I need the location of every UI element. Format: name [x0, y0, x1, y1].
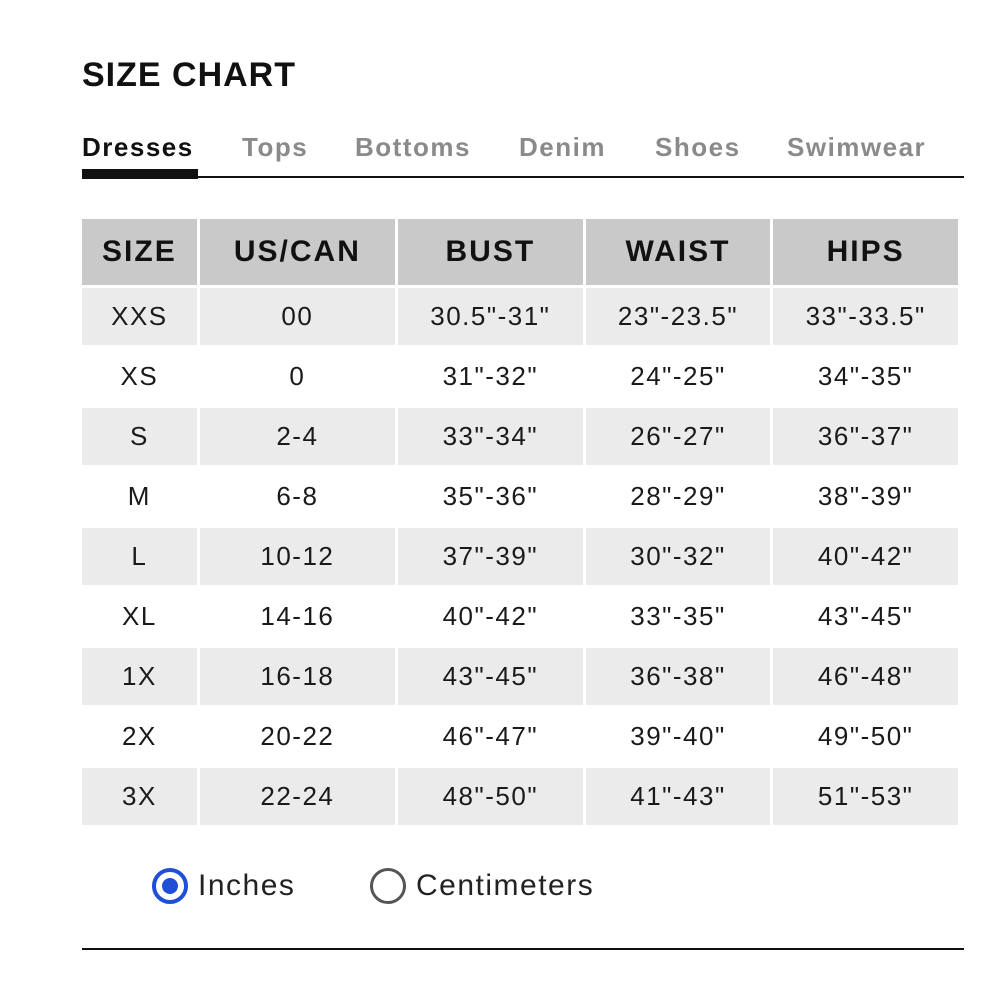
- table-cell: 51"-53": [773, 768, 958, 825]
- table-cell: 48"-50": [398, 768, 583, 825]
- bottom-divider: [82, 948, 964, 950]
- table-cell: 2X: [82, 708, 197, 765]
- table-cell: 41"-43": [586, 768, 771, 825]
- table-cell: 16-18: [200, 648, 395, 705]
- table-cell: L: [82, 528, 197, 585]
- unit-option-inches[interactable]: [152, 864, 295, 908]
- table-cell: 28"-29": [586, 468, 771, 525]
- table-row: [82, 708, 958, 765]
- size-table: [79, 216, 961, 828]
- table-cell: XL: [82, 588, 197, 645]
- radio-unselected-icon[interactable]: [370, 868, 406, 904]
- table-cell: M: [82, 468, 197, 525]
- unit-option-centimeters[interactable]: [370, 864, 594, 908]
- column-header-waist: WAIST: [586, 219, 771, 285]
- column-header-hips: HIPS: [773, 219, 958, 285]
- table-row: [82, 408, 958, 465]
- table-header-row: [82, 219, 958, 285]
- table-cell: 22-24: [200, 768, 395, 825]
- table-cell: 33"-34": [398, 408, 583, 465]
- table-cell: 49"-50": [773, 708, 958, 765]
- table-cell: 33"-35": [586, 588, 771, 645]
- table-cell: S: [82, 408, 197, 465]
- column-header-bust: BUST: [398, 219, 583, 285]
- unit-label-centimeters: Centimeters: [416, 869, 595, 902]
- table-cell: 24"-25": [586, 348, 771, 405]
- table-cell: 31"-32": [398, 348, 583, 405]
- table-cell: 43"-45": [398, 648, 583, 705]
- active-tab-indicator: [82, 169, 198, 179]
- table-cell: 46"-47": [398, 708, 583, 765]
- table-cell: 1X: [82, 648, 197, 705]
- table-cell: 10-12: [200, 528, 395, 585]
- table-cell: 43"-45": [773, 588, 958, 645]
- column-header-us-can: US/CAN: [200, 219, 395, 285]
- table-row: [82, 588, 958, 645]
- table-row: [82, 648, 958, 705]
- table-cell: 38"-39": [773, 468, 958, 525]
- category-tabs: [82, 128, 964, 178]
- tab-bottoms[interactable]: Bottoms: [355, 132, 471, 162]
- table-cell: 23"-23.5": [586, 288, 771, 345]
- table-cell: 0: [200, 348, 395, 405]
- tab-denim[interactable]: Denim: [519, 132, 606, 162]
- table-cell: 00: [200, 288, 395, 345]
- table-row: [82, 528, 958, 585]
- radio-selected-icon[interactable]: [152, 868, 188, 904]
- table-row: [82, 768, 958, 825]
- tab-swimwear[interactable]: Swimwear: [787, 132, 927, 162]
- table-cell: 40"-42": [398, 588, 583, 645]
- table-cell: 37"-39": [398, 528, 583, 585]
- table-cell: 30"-32": [586, 528, 771, 585]
- table-cell: 3X: [82, 768, 197, 825]
- table-cell: 30.5"-31": [398, 288, 583, 345]
- table-cell: 33"-33.5": [773, 288, 958, 345]
- table-cell: 26"-27": [586, 408, 771, 465]
- table-cell: 14-16: [200, 588, 395, 645]
- table-cell: XXS: [82, 288, 197, 345]
- table-cell: 20-22: [200, 708, 395, 765]
- table-row: [82, 348, 958, 405]
- page-title: SIZE CHART: [82, 56, 296, 94]
- table-cell: 46"-48": [773, 648, 958, 705]
- table-cell: 39"-40": [586, 708, 771, 765]
- table-cell: 34"-35": [773, 348, 958, 405]
- column-header-size: SIZE: [82, 219, 197, 285]
- table-cell: 36"-38": [586, 648, 771, 705]
- tab-shoes[interactable]: Shoes: [655, 132, 741, 162]
- table-row: [82, 468, 958, 525]
- table-cell: XS: [82, 348, 197, 405]
- table-cell: 35"-36": [398, 468, 583, 525]
- table-cell: 2-4: [200, 408, 395, 465]
- tab-dresses[interactable]: Dresses: [82, 132, 194, 162]
- table-cell: 40"-42": [773, 528, 958, 585]
- tab-tops[interactable]: Tops: [242, 132, 309, 162]
- table-row: [82, 288, 958, 345]
- table-cell: 36"-37": [773, 408, 958, 465]
- table-cell: 6-8: [200, 468, 395, 525]
- unit-label-inches: Inches: [198, 869, 296, 902]
